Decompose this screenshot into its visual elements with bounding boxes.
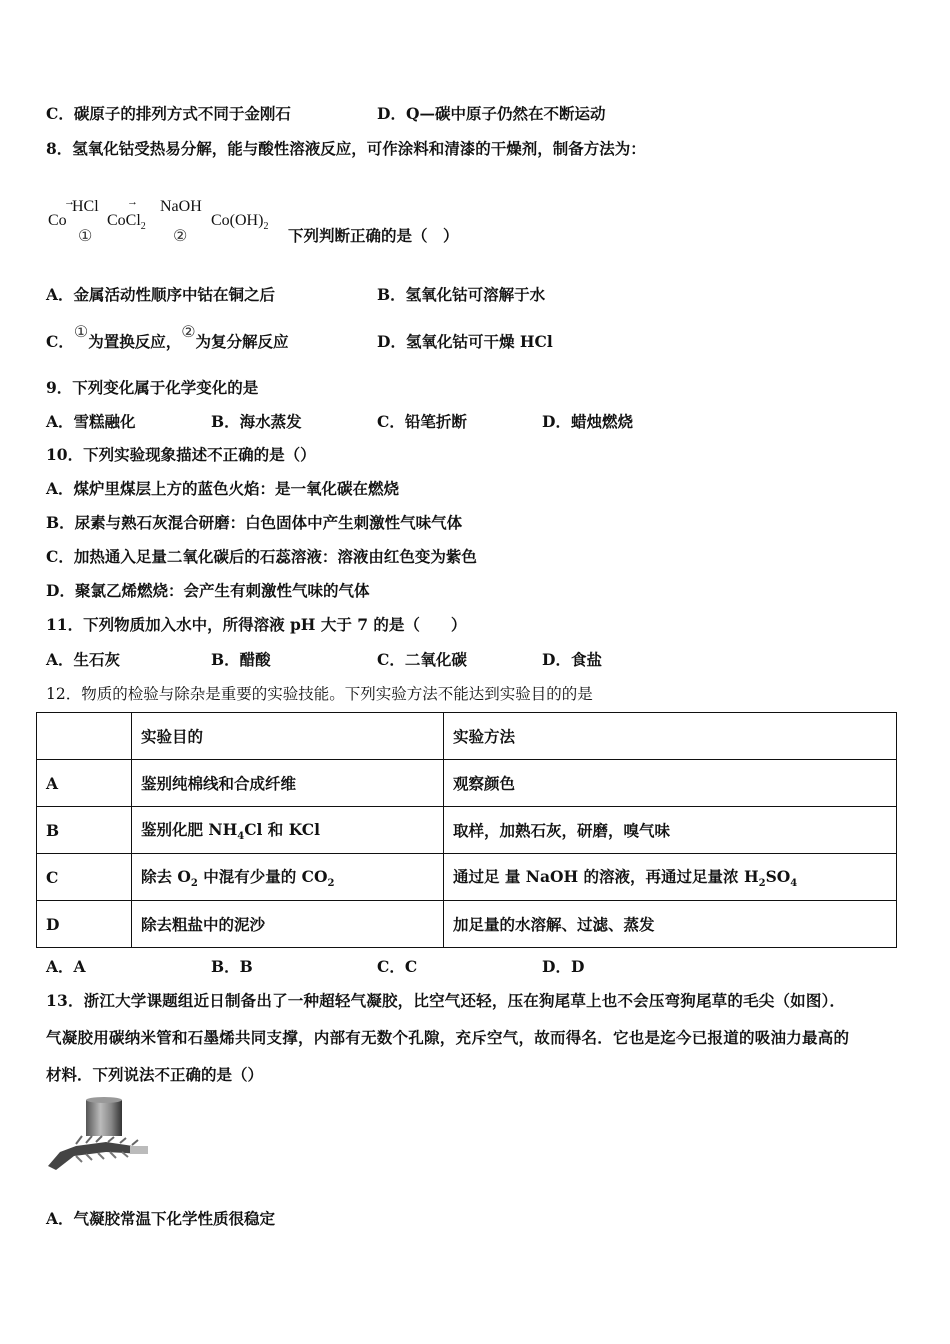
q8-option-b: B．氢氧化钴可溶解于水 — [377, 285, 546, 304]
row-method: 观察颜色 — [444, 760, 897, 807]
row-purpose: 除去粗盐中的泥沙 — [132, 901, 444, 948]
table-row — [37, 901, 897, 948]
row-purpose: 鉴别纯棉线和合成纤维 — [132, 760, 444, 807]
q7-option-d: D．Q—碳中原子仍然在不断运动 — [377, 104, 606, 123]
eq-co: Co — [48, 212, 67, 229]
q12-option-c: C．C — [377, 957, 418, 976]
q8-stem: 8．氢氧化钴受热易分解，能与酸性溶液反应，可作涂料和清漆的干燥剂，制备方法为： — [46, 139, 646, 158]
eq-cocl2: CoCl$_2$ — [107, 212, 146, 233]
q9-option-a: A．雪糕融化 — [46, 412, 136, 431]
header-cell-purpose: 实验目的 — [132, 713, 444, 760]
q10-stem: 10．下列实验现象描述不正确的是（） — [46, 445, 316, 464]
q11-option-b: B．醋酸 — [211, 650, 271, 669]
q8-option-a: A．金属活动性顺序中钴在铜之后 — [46, 285, 276, 304]
q13-option-a: A．气凝胶常温下化学性质很稳定 — [46, 1209, 276, 1228]
eq-step-2: ② — [173, 228, 188, 245]
table-header-row — [37, 713, 897, 760]
q9-option-d: D．蜡烛燃烧 — [542, 412, 633, 431]
row-label: B — [37, 807, 132, 854]
aerogel-on-grass-image — [46, 1096, 150, 1174]
eq-step-1: ① — [78, 228, 93, 245]
q8-option-d: D．氢氧化钴可干燥 HCl — [377, 332, 553, 351]
step-1-mark: ① — [73, 322, 89, 341]
q12-stem: 12．物质的检验与除杂是重要的实验技能。下列实验方法不能达到实验目的的是 — [46, 685, 593, 703]
q7-option-c: C．碳原子的排列方式不同于金刚石 — [46, 104, 291, 123]
row-method: 取样，加熟石灰，研磨，嗅气味 — [444, 807, 897, 854]
q10-option-a: A．煤炉里煤层上方的蓝色火焰：是一氧化碳在燃烧 — [46, 479, 400, 498]
row-purpose: 除去 $O_2$ 中混有少量的 $CO_2$ — [132, 854, 444, 901]
header-cell-method: 实验方法 — [444, 713, 897, 760]
q11-option-c: C．二氧化碳 — [377, 650, 467, 669]
q12-option-d: D．D — [542, 957, 585, 976]
q10-option-c: C．加热通入足量二氧化碳后的石蕊溶液：溶液由红色变为紫色 — [46, 547, 477, 566]
q12-table — [36, 712, 897, 948]
q9-option-b: B．海水蒸发 — [211, 412, 302, 431]
eq-arrow-2: → — [127, 196, 138, 208]
table-row — [37, 807, 897, 854]
q11-option-a: A．生石灰 — [46, 650, 121, 669]
header-cell-blank — [37, 713, 132, 760]
row-label: A — [37, 760, 132, 807]
q8-question: 下列判断正确的是（ ） — [288, 226, 459, 245]
q12-option-a: A．A — [46, 957, 86, 976]
eq-hcl: HCl — [72, 198, 99, 215]
row-method: 加足量的水溶解、过滤、蒸发 — [444, 901, 897, 948]
row-method: 通过足 量 NaOH 的溶液，再通过足量浓 $H_2SO_4$ — [444, 854, 897, 901]
step-2-mark: ② — [181, 322, 196, 341]
table-row — [37, 760, 897, 807]
q13-stem-line-2: 气凝胶用碳纳米管和石墨烯共同支撑，内部有无数个孔隙，充斥空气，故而得名．它也是迄今已报道的吸油力最高的 — [46, 1028, 850, 1047]
q10-option-b: B．尿素与熟石灰混合研磨：白色固体中产生刺激性气味气体 — [46, 513, 463, 532]
q9-option-c: C．铅笔折断 — [377, 412, 467, 431]
eq-cooh2: $Co(OH)_2$ — [211, 212, 269, 233]
q11-option-d: D．食盐 — [542, 650, 602, 669]
q13-stem-line-1: 13．浙江大学课题组近日制备出了一种超轻气凝胶，比空气还轻，压在狗尾草上也不会压弯狗尾草的毛尖（如图）． — [46, 991, 846, 1010]
row-purpose: 鉴别化肥 $NH_4Cl$ 和 KCl — [132, 807, 444, 854]
q12-option-b: B．B — [211, 957, 253, 976]
q10-option-d: D．聚氯乙烯燃烧：会产生有刺激性气味的气体 — [46, 581, 370, 600]
eq-arrow-1: → — [64, 196, 75, 208]
table-row — [37, 854, 897, 901]
eq-naoh: NaOH — [160, 198, 202, 215]
row-label: C — [37, 854, 132, 901]
q8-option-c: C．①为置换反应，②为复分解反应 — [46, 322, 289, 351]
q9-stem: 9．下列变化属于化学变化的是 — [46, 378, 259, 397]
q11-stem: 11．下列物质加入水中，所得溶液 pH 大于 7 的是（ ） — [46, 615, 467, 634]
q13-stem-line-3: 材料．下列说法不正确的是（） — [46, 1065, 264, 1084]
row-label: D — [37, 901, 132, 948]
